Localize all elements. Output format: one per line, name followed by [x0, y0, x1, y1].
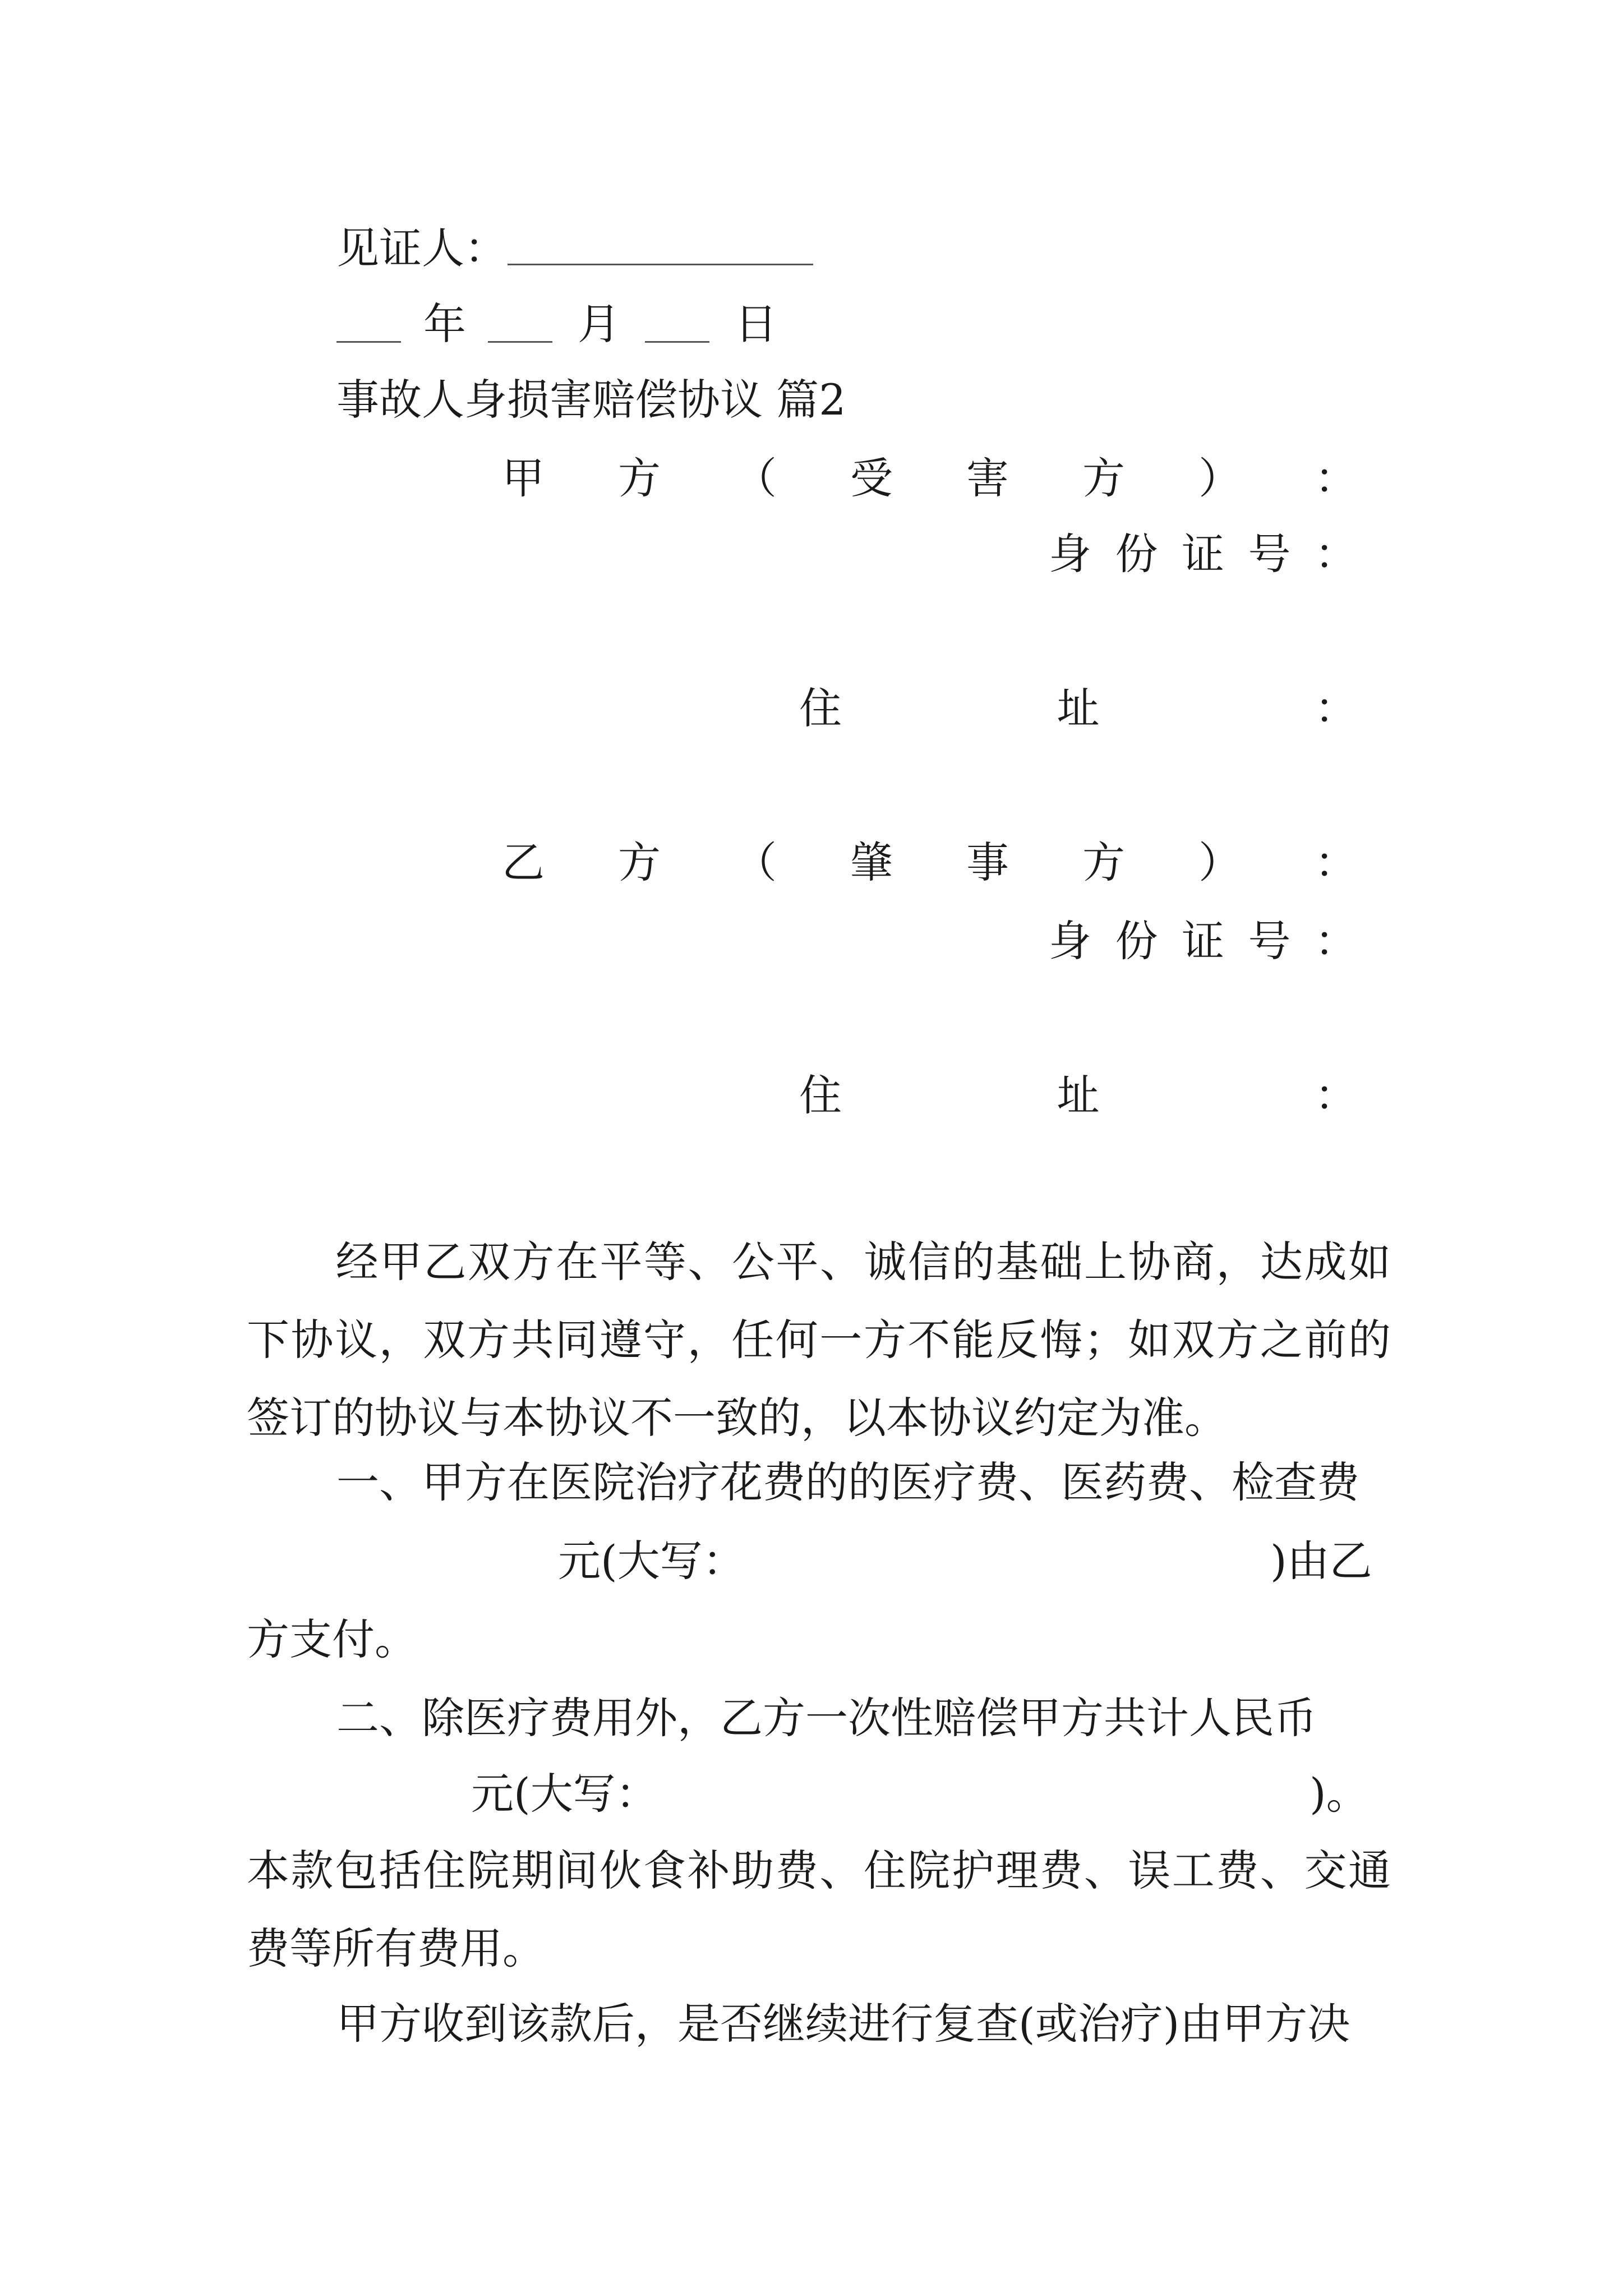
clause2-rest	[247, 1832, 1391, 1987]
party-a-char: 方	[1082, 453, 1125, 503]
party-a-address-char: ：	[1315, 683, 1357, 733]
party-a-id-char: 身	[1049, 529, 1091, 579]
month-label: 月	[578, 299, 620, 349]
year-label: 年	[423, 299, 466, 349]
party-b-address-char: ：	[1315, 1070, 1357, 1120]
party-b-id-label	[1049, 916, 1357, 966]
day-label: 日	[735, 299, 777, 349]
party-a-label	[502, 453, 1357, 503]
party-a-char: 甲	[502, 453, 545, 503]
party-a-id-char: ：	[1315, 529, 1357, 579]
clause2-tail: )。	[1310, 1769, 1369, 1819]
clause2-rest-text: 本款包括住院期间伙食补助费、住院护理费、误工费、交通费等所有费用。	[247, 1846, 1391, 1973]
clause2-line1: 二、除医疗费用外，乙方一次性赔偿甲方共计人民币	[336, 1693, 1317, 1743]
party-b-id-char: 身	[1049, 916, 1091, 966]
party-b-char: 方	[1082, 838, 1125, 887]
party-a-char: 方	[618, 453, 661, 503]
clause1-yuan: 元(大写：	[558, 1536, 745, 1586]
clause1-end: 方支付。	[247, 1614, 417, 1664]
party-a-id-label	[1049, 529, 1357, 579]
party-b-char: 事	[966, 838, 1009, 887]
intro-text: 经甲乙双方在平等、公平、诚信的基础上协商，达成如下协议，双方共同遵守，任何一方不能反悔；如双方之前的签订的协议与本协议不一致的，以本协议约定为准。	[247, 1237, 1391, 1443]
party-a-char: ）	[1198, 453, 1241, 503]
witness-blank	[508, 264, 813, 265]
party-a-id-char: 份	[1115, 529, 1158, 579]
party-b-char: ：	[1315, 838, 1357, 887]
party-b-char: （	[734, 838, 777, 887]
party-b-id-char: 份	[1115, 916, 1158, 966]
party-b-id-char: 证	[1182, 916, 1224, 966]
party-b-id-char: 号	[1248, 916, 1291, 966]
party-b-char: ）	[1198, 838, 1241, 887]
party-a-id-char: 证	[1182, 529, 1224, 579]
party-b-id-char: ：	[1315, 916, 1357, 966]
party-b-address-label	[799, 1070, 1357, 1120]
party-a-char: 害	[966, 453, 1009, 503]
party-b-address-char: 址	[1057, 1070, 1100, 1120]
party-a-address-label	[799, 683, 1357, 733]
party-a-char: （	[734, 453, 777, 503]
last-line: 甲方收到该款后，是否继续进行复查(或治疗)由甲方决	[336, 1999, 1350, 2049]
month-blank	[488, 341, 552, 343]
party-b-address-char: 住	[799, 1070, 842, 1120]
party-a-address-char: 址	[1057, 683, 1100, 733]
year-blank	[336, 341, 401, 343]
party-a-char: 受	[850, 453, 893, 503]
clause2-yuan: 元(大写：	[471, 1769, 658, 1819]
party-a-id-char: 号	[1248, 529, 1291, 579]
party-b-char: 肇	[850, 838, 893, 887]
intro-paragraph	[247, 1223, 1391, 1457]
witness-label: 见证人：	[336, 223, 507, 273]
party-b-char: 方	[618, 838, 661, 887]
party-a-address-char: 住	[799, 683, 842, 733]
clause1-tail: )由乙	[1270, 1536, 1372, 1586]
party-a-char: ：	[1315, 453, 1357, 503]
clause1-line1: 一、甲方在医院治疗花费的的医疗费、医药费、检查费	[336, 1457, 1359, 1507]
party-b-label	[502, 838, 1357, 887]
section-heading: 事故人身损害赔偿协议 篇2	[336, 375, 846, 425]
day-blank	[645, 341, 709, 343]
party-b-char: 乙	[502, 838, 545, 887]
